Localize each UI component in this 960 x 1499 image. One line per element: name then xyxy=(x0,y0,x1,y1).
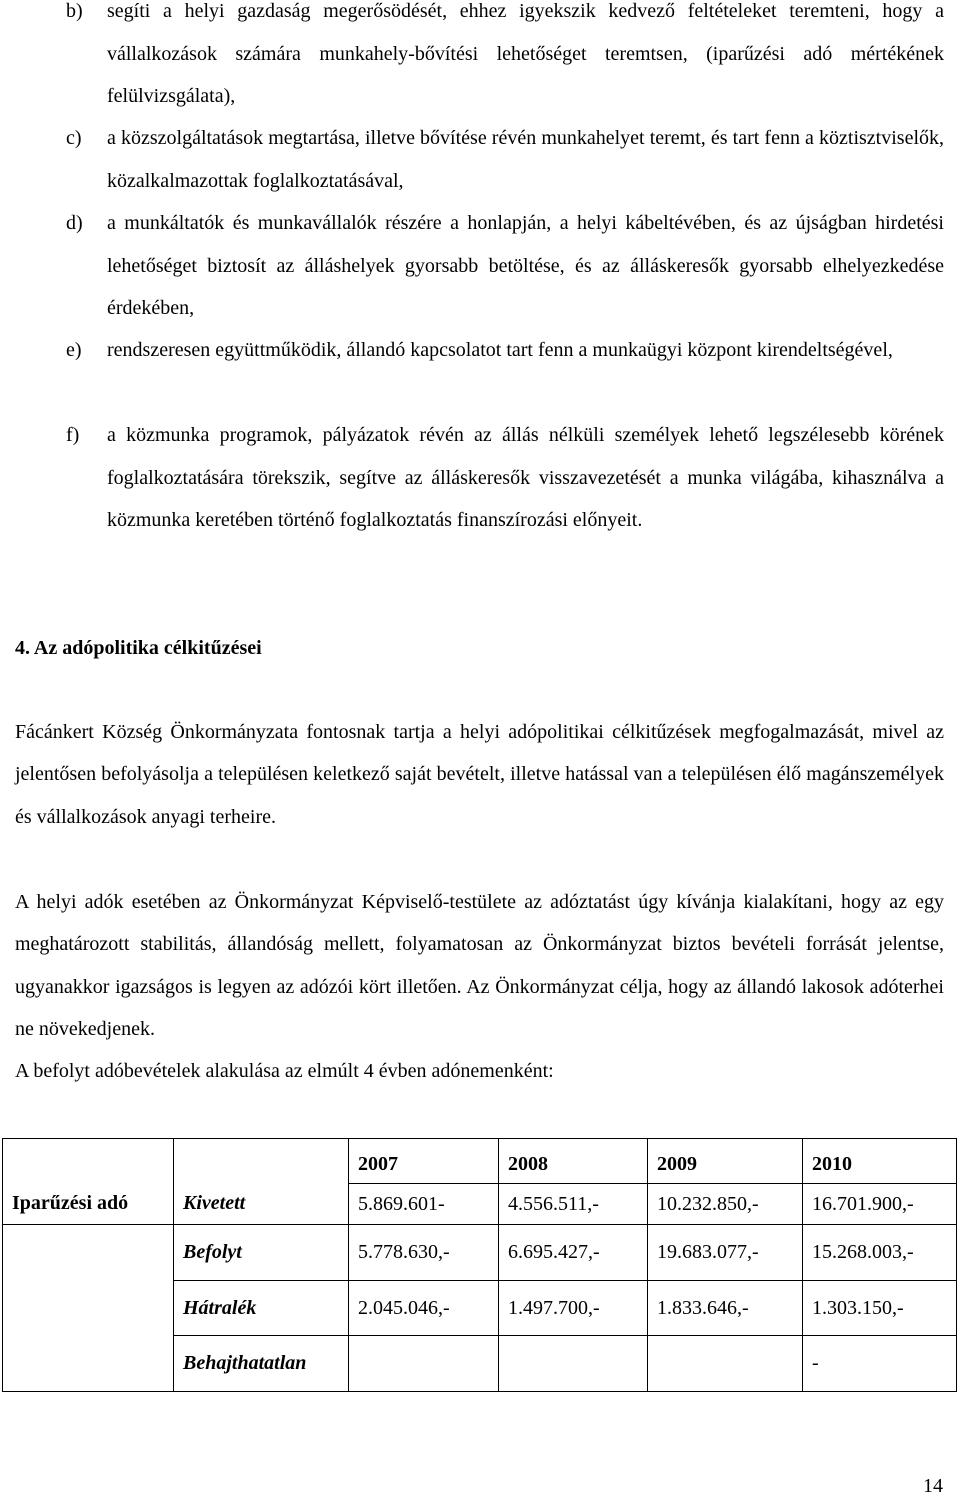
table-cell xyxy=(3,1336,174,1392)
list-text: a közszolgáltatások megtartása, illetve bővítése révén munkahelyet teremt, és tart fenn a köztisztviselők, közalkalmazottak foglalkoztatásával, xyxy=(107,127,944,192)
table-cell xyxy=(499,1336,648,1392)
table-cell: 15.268.003,- xyxy=(803,1225,957,1281)
table-cell: 5.778.630,- xyxy=(349,1225,499,1281)
row-name: Behajthatatlan xyxy=(174,1336,349,1392)
list-text: rendszeresen együttműködik, állandó kapcsolatot tart fenn a munkaügyi központ kirendeltségével, xyxy=(107,339,893,361)
list-marker: f) xyxy=(66,424,80,446)
table-row xyxy=(3,1225,957,1281)
table-cell: 5.869.601- xyxy=(349,1184,499,1225)
table-cell xyxy=(174,1139,349,1184)
table-cell: 4.556.511,- xyxy=(499,1184,648,1225)
list-item-b xyxy=(66,0,944,118)
list-marker: d) xyxy=(66,212,83,234)
table-cell: 19.683.077,- xyxy=(648,1225,803,1281)
list-item-d xyxy=(66,202,944,330)
table-header-row xyxy=(3,1139,957,1184)
list-item-f xyxy=(66,414,944,542)
table-cell: - xyxy=(803,1336,957,1392)
table-cell: 1.497.700,- xyxy=(499,1281,648,1336)
table-cell: 6.695.427,- xyxy=(499,1225,648,1281)
list-text: a közmunka programok, pályázatok révén az állás nélküli személyek lehető legszélesebb körének foglalkoztatására törekszik, segítve az álláskeresők visszavezetését a munka világába, kihasználva a közmunka keretében történő foglalkoztatás finanszírozási előnyeit. xyxy=(107,424,944,531)
section-heading: 4. Az adópolitika célkitűzései xyxy=(15,637,262,659)
list-text: a munkáltatók és munkavállalók részére a honlapján, a helyi kábeltévében, és az újságban hirdetési lehetőséget biztosít az álláshelyek gyorsabb betöltése, és az álláskeresők gyorsabb elhelyezkedése érdekében, xyxy=(107,212,944,319)
list-item-c xyxy=(66,117,944,202)
year-header: 2008 xyxy=(499,1139,648,1184)
table-cell: 10.232.850,- xyxy=(648,1184,803,1225)
table-cell: 16.701.900,- xyxy=(803,1184,957,1225)
year-header: 2009 xyxy=(648,1139,803,1184)
table-cell: 1.303.150,- xyxy=(803,1281,957,1336)
row-name: Kivetett xyxy=(174,1184,349,1225)
table-cell xyxy=(3,1225,174,1281)
table-cell xyxy=(648,1336,803,1392)
year-header: 2007 xyxy=(349,1139,499,1184)
table-cell xyxy=(3,1281,174,1336)
page-number: 14 xyxy=(923,1475,943,1497)
table-row xyxy=(3,1281,957,1336)
table-intro: A befolyt adóbevételek alakulása az elmúlt 4 évben adónemenként: xyxy=(15,1060,554,1082)
table-cell: 1.833.646,- xyxy=(648,1281,803,1336)
list-marker: c) xyxy=(66,127,82,149)
list-marker: e) xyxy=(66,339,82,361)
table-cell xyxy=(349,1336,499,1392)
list-text: segíti a helyi gazdaság megerősödését, ehhez igyekszik kedvező feltételeket teremteni, hogy a vállalkozások számára munkahely-bővítési lehetőséget teremtsen, (iparűzési adó mértékének felülvizsgálata), xyxy=(107,0,944,107)
table-cell: 2.045.046,- xyxy=(349,1281,499,1336)
table-row xyxy=(3,1184,957,1225)
year-header: 2010 xyxy=(803,1139,957,1184)
paragraph-adopolitika: Fácánkert Község Önkormányzata fontosnak tartja a helyi adópolitikai célkitűzések megfogalmazását, mivel az jelentősen befolyásolja a településen keletkező saját bevételt, illetve hatással van a településen élő magánszemélyek és vállalkozások anyagi terheire. xyxy=(15,721,944,828)
table-row xyxy=(3,1336,957,1392)
tax-type-label: Iparűzési adó xyxy=(3,1184,174,1225)
list-marker: b) xyxy=(66,0,83,22)
paragraph-helyi-adok: A helyi adók esetében az Önkormányzat Képviselő-testülete az adóztatást úgy kívánja kialakítani, hogy az egy meghatározott stabilitás, állandóság mellett, folyamatosan az Önkormányzat biztos bevételi forrását jelentse, ugyanakkor igazságos is legyen az adózói kört illetően. Az Önkormányzat célja, hogy az állandó lakosok adóterhei ne növekedjenek. xyxy=(15,891,944,1040)
list-item-e xyxy=(66,329,944,372)
row-name: Befolyt xyxy=(174,1225,349,1281)
tax-revenue-table xyxy=(2,1138,957,1392)
table-cell xyxy=(3,1139,174,1184)
row-name: Hátralék xyxy=(174,1281,349,1336)
